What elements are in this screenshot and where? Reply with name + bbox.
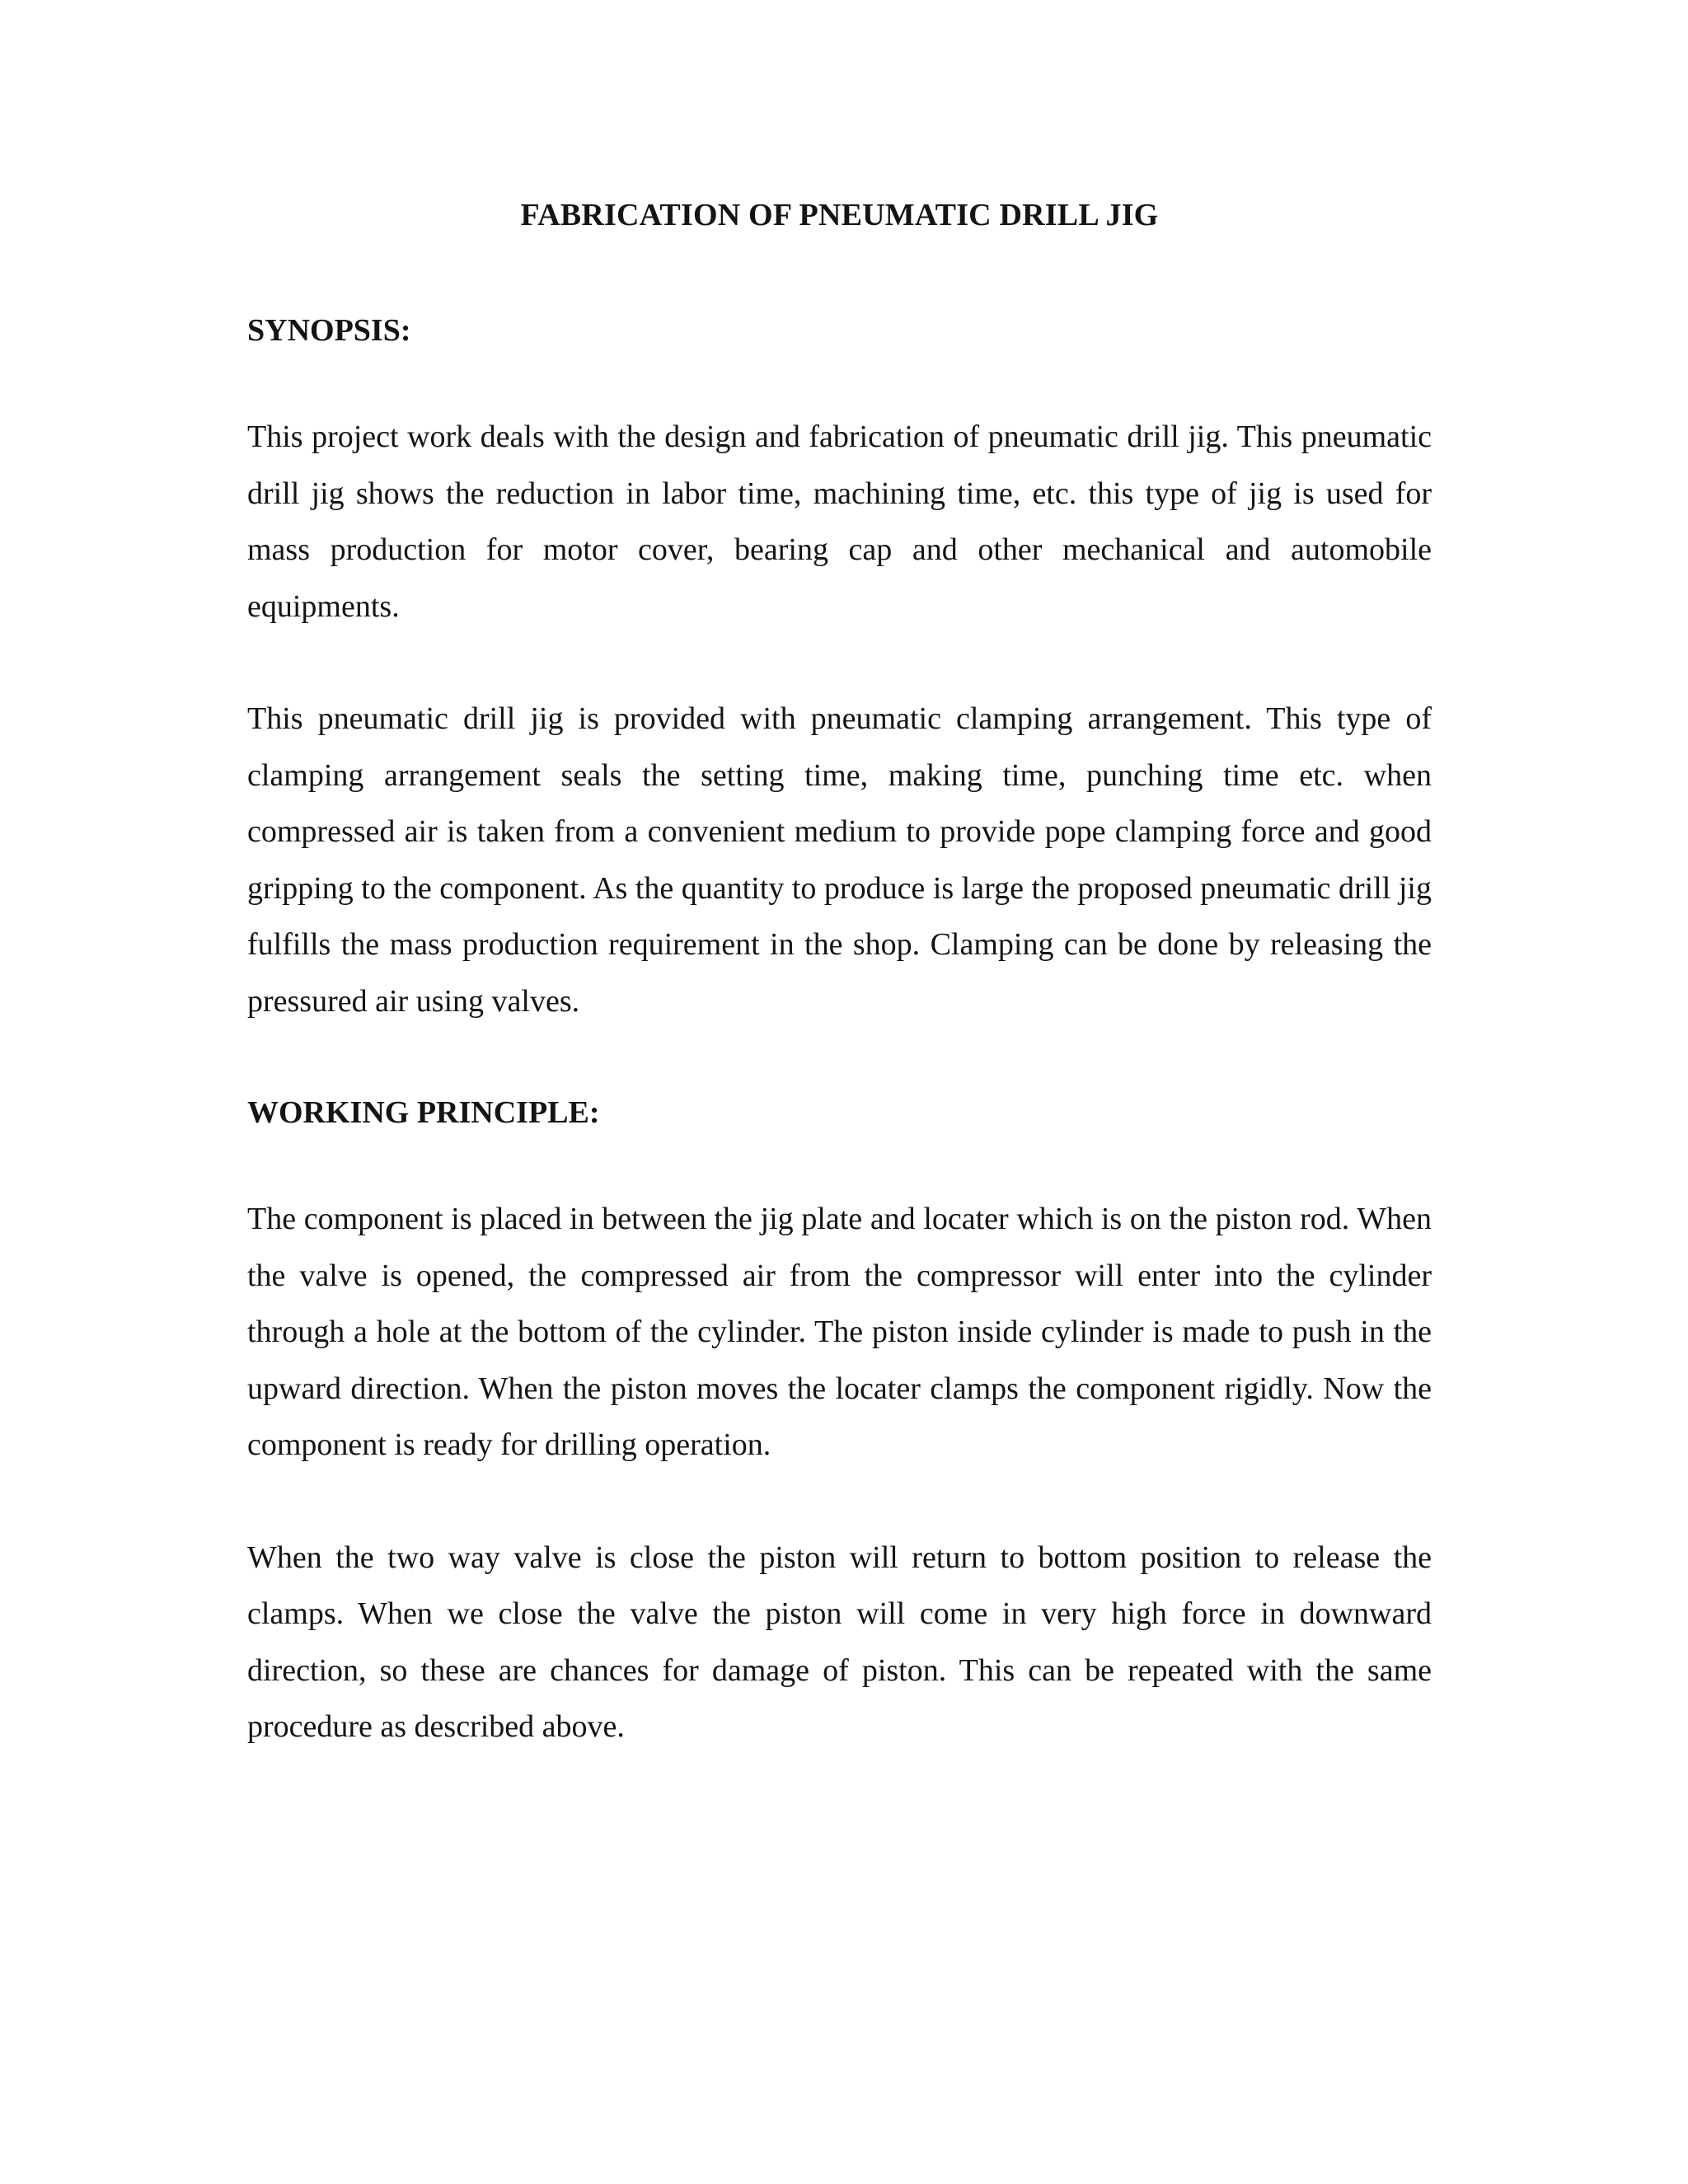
working-principle-paragraph-2: When the two way valve is close the piston will return to bottom position to release the clamps. When we close the valve the piston will come in very high force in downward direction, so these are chances for damage of piston. This can be repeated with the same procedure as described above.	[247, 1540, 1432, 1744]
document-body	[247, 194, 1432, 1755]
section-heading-working-principle: WORKING PRINCIPLE:	[247, 1095, 600, 1130]
synopsis-paragraph-1: This project work deals with the design and fabrication of pneumatic drill jig. This pneumatic drill jig shows the reduction in labor time, machining time, etc. this type of jig is used for mass production for motor cover, bearing cap and other mechanical and automobile equipments.	[247, 419, 1432, 624]
document-title: FABRICATION OF PNEUMATIC DRILL JIG	[520, 198, 1159, 232]
synopsis-paragraph-2: This pneumatic drill jig is provided with pneumatic clamping arrangement. This type of clamping arrangement seals the setting time, making time, punching time etc. when compressed air is taken from a convenient medium to provide pope clamping force and good gripping to the component. As the quantity to produce is large the proposed pneumatic drill jig fulfills the mass production requirement in the shop. Clamping can be done by releasing the pressured air using valves.	[247, 701, 1432, 1019]
working-principle-paragraph-1: The component is placed in between the jig plate and locater which is on the piston rod. When the valve is opened, the compressed air from the compressor will enter into the cylinder through a hole at the bottom of the cylinder. The piston inside cylinder is made to push in the upward direction. When the piston moves the locater clamps the component rigidly. Now the component is ready for drilling operation.	[247, 1202, 1432, 1462]
section-heading-synopsis: SYNOPSIS:	[247, 313, 411, 348]
